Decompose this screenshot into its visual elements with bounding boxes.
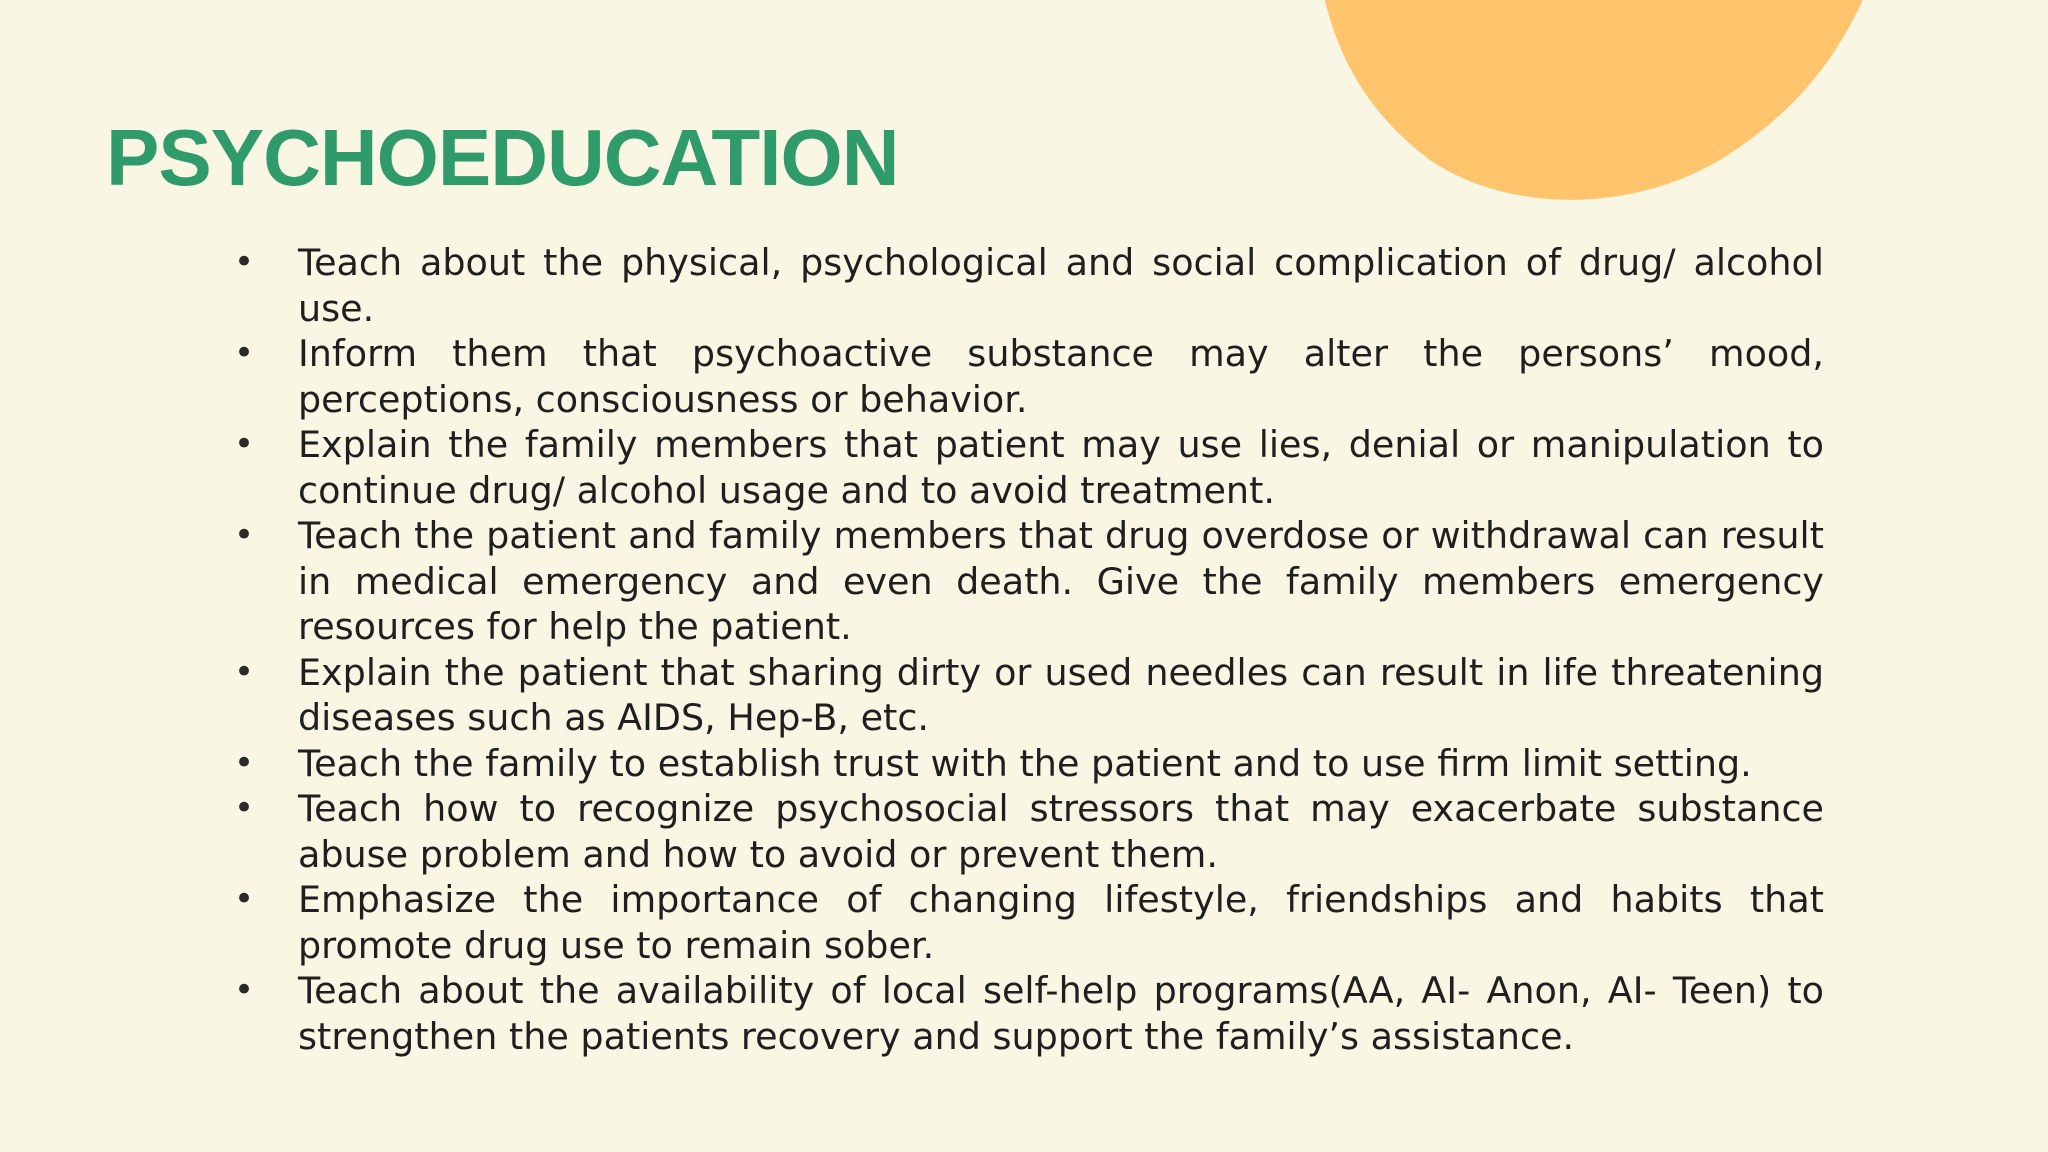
bullet-text: Explain the patient that sharing dirty or used needles can result in life threatening diseases such as AIDS, Hep-B, etc. — [298, 650, 1824, 739]
decorative-orange-blob — [1300, 0, 1880, 210]
bullet-dot-icon: • — [234, 242, 255, 282]
bullet-item — [234, 741, 1824, 787]
bullet-text: Emphasize the importance of changing lifestyle, friendships and habits that promote drug use to remain sober. — [298, 878, 1824, 967]
bullet-dot-icon: • — [234, 879, 255, 919]
bullet-text: Teach about the availability of local self-help programs(AA, AI- Anon, AI- Teen) to strengthen the patients recovery and support the family’s assistance. — [298, 969, 1824, 1058]
bullet-item — [234, 968, 1824, 1059]
bullet-text: Teach about the physical, psychological and social complication of drug/ alcohol use. — [298, 241, 1824, 330]
bullet-text: Teach the patient and family members that drug overdose or withdrawal can result in medical emergency and even death. Give the family members emergency resources for help the patient. — [298, 514, 1824, 648]
bullet-dot-icon: • — [234, 742, 255, 783]
bullet-item — [234, 240, 1824, 331]
bullet-item — [234, 422, 1824, 513]
bullet-text: Explain the family members that patient may use lies, denial or manipulation to continue drug/ alcohol usage and to avoid treatment. — [298, 423, 1824, 512]
bullet-dot-icon: • — [234, 651, 255, 692]
bullet-dot-icon: • — [234, 788, 255, 828]
bullet-list — [234, 240, 1824, 1059]
bullet-dot-icon: • — [234, 970, 255, 1010]
bullet-text: Inform them that psychoactive substance may alter the persons’ mood, perceptions, consciousness or behavior. — [298, 332, 1824, 421]
bullet-item — [234, 650, 1824, 741]
bullet-dot-icon: • — [234, 515, 255, 555]
bullet-text: Teach how to recognize psychosocial stressors that may exacerbate substance abuse problem and how to avoid or prevent them. — [298, 787, 1824, 876]
bullet-item — [234, 331, 1824, 422]
bullet-item — [234, 786, 1824, 877]
bullet-item — [234, 513, 1824, 650]
slide-title: PSYCHOEDUCATION — [106, 113, 899, 202]
bullet-item — [234, 877, 1824, 968]
bullet-dot-icon: • — [234, 333, 255, 373]
bullet-dot-icon: • — [234, 424, 255, 464]
bullet-text: Teach the family to establish trust with the patient and to use firm limit setting. — [298, 741, 1752, 785]
